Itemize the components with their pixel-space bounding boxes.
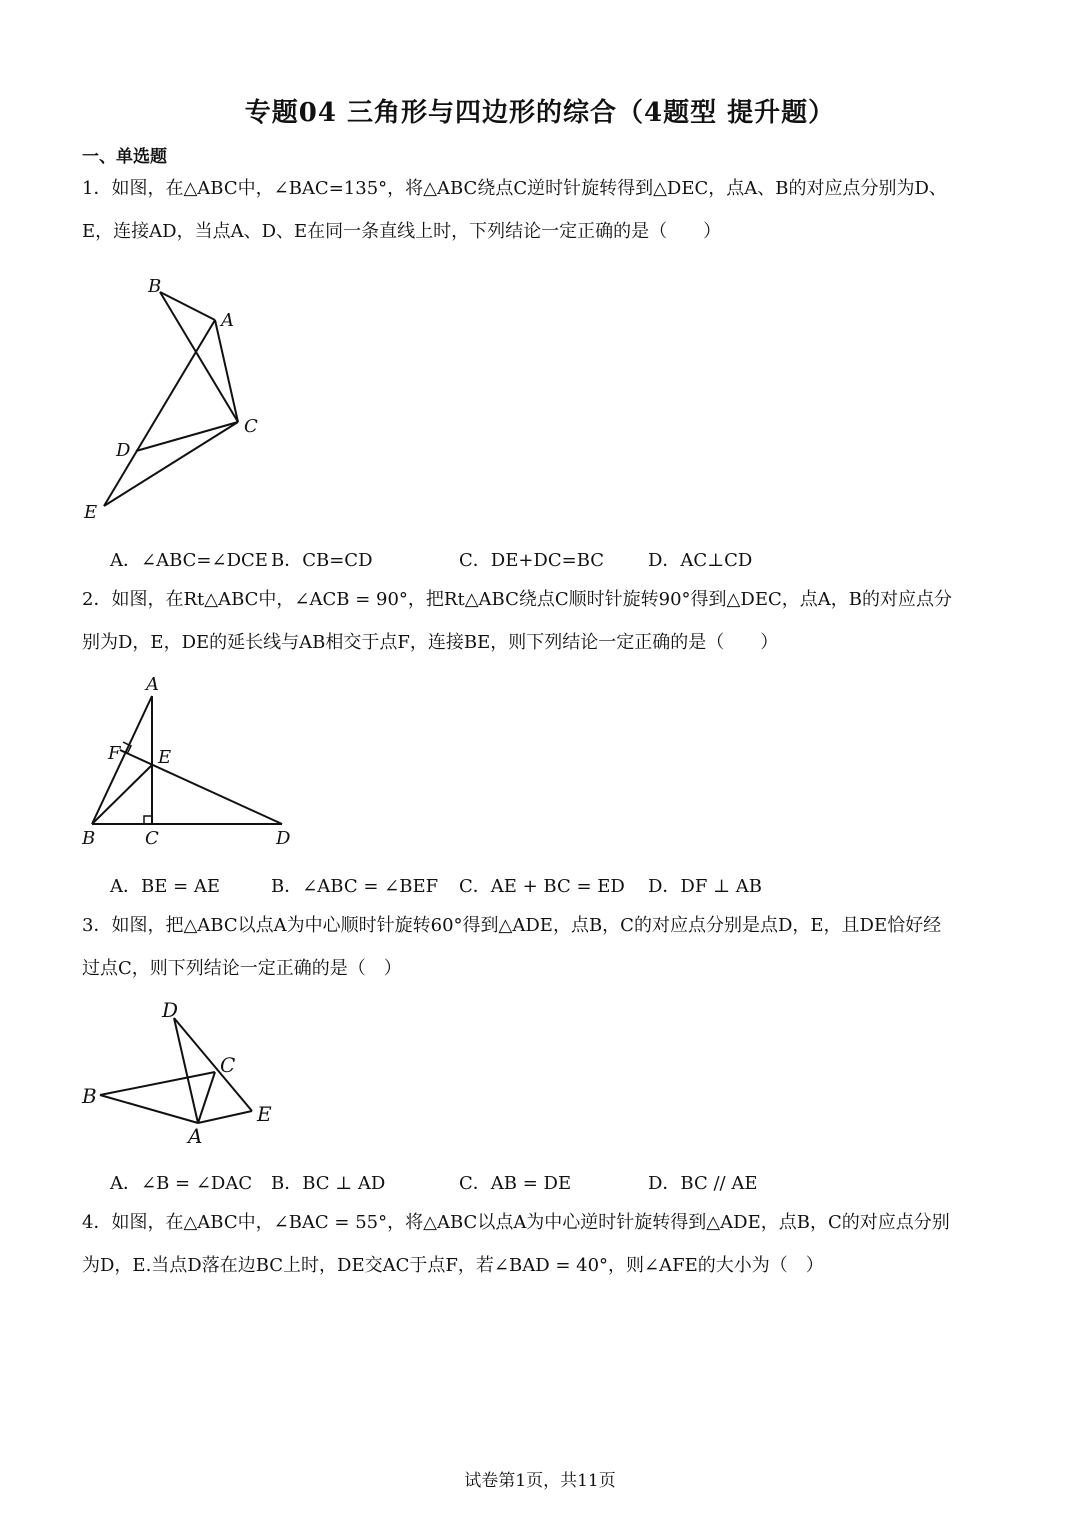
fig1-label-c: C: [244, 416, 258, 437]
page-title: 专题04 三角形与四边形的综合（4题型 提升题）: [244, 98, 836, 128]
question-3-line-1: 3．如图，把△ABC以点A为中心顺时针旋转60°得到△ADE，点B，C的对应点分别是点D，E，且DE恰好经: [82, 915, 942, 936]
question-3-option-d: D．BC // AE: [648, 1173, 758, 1194]
question-1-option-c: C．DE+DC=BC: [459, 550, 605, 571]
question-1-figure: [70, 268, 300, 528]
question-1-option-a: A．∠ABC=∠DCE: [110, 550, 268, 571]
fig2-label-a: A: [146, 674, 159, 695]
question-1-line-2: E，连接AD，当点A、D、E在同一条直线上时，下列结论一定正确的是（ ）: [82, 221, 722, 242]
question-2-option-a: A．BE = AE: [110, 876, 221, 897]
fig2-label-e: E: [158, 747, 172, 768]
question-3-option-c: C．AB = DE: [459, 1173, 572, 1194]
question-1-option-b: B．CB=CD: [271, 550, 373, 571]
question-3-option-b: B．BC ⊥ AD: [271, 1173, 386, 1194]
question-2-line-2: 别为D，E，DE的延长线与AB相交于点F，连接BE，则下列结论一定正确的是（ ）: [82, 632, 779, 653]
question-2-option-b: B．∠ABC = ∠BEF: [271, 876, 439, 897]
fig1-label-a: A: [221, 310, 234, 331]
fig2-label-c: C: [145, 828, 159, 849]
question-2-line-1: 2．如图，在Rt△ABC中，∠ACB = 90°，把Rt△ABC绕点C顺时针旋转90°得到△DEC，点A，B的对应点分: [82, 589, 952, 610]
fig3-label-e: E: [257, 1102, 272, 1126]
fig1-label-e: E: [84, 502, 98, 523]
fig1-label-b: B: [148, 276, 162, 297]
fig3-label-b: B: [82, 1084, 97, 1108]
fig3-label-d: D: [162, 998, 179, 1022]
question-1-option-d: D．AC⊥CD: [648, 550, 753, 571]
fig1-label-d: D: [116, 440, 131, 461]
question-4-line-1: 4．如图，在△ABC中，∠BAC = 55°，将△ABC以点A为中心逆时针旋转得到△ADE，点B，C的对应点分别: [82, 1212, 950, 1233]
question-2-option-c: C．AE + BC = ED: [459, 876, 625, 897]
fig2-label-f: F: [108, 743, 121, 764]
fig2-label-d: D: [276, 828, 291, 849]
question-1-line-1: 1．如图，在△ABC中，∠BAC=135°，将△ABC绕点C逆时针旋转得到△DEC，点A、B的对应点分别为D、: [82, 178, 947, 199]
fig2-label-b: B: [82, 828, 96, 849]
question-4-line-2: 为D，E.当点D落在边BC上时，DE交AC于点F，若∠BAD = 40°，则∠AFE的大小为（ ）: [82, 1255, 824, 1276]
fig3-label-c: C: [220, 1053, 236, 1077]
fig3-label-a: A: [188, 1124, 203, 1148]
question-2-option-d: D．DF ⊥ AB: [648, 876, 762, 897]
section-heading: 一、单选题: [82, 147, 167, 167]
question-2-figure: [74, 670, 314, 855]
question-3-option-a: A．∠B = ∠DAC: [110, 1173, 253, 1194]
page-footer: 试卷第1页，共11页: [464, 1471, 616, 1491]
question-3-line-2: 过点C，则下列结论一定正确的是（ ）: [82, 958, 402, 979]
question-3-figure: [74, 995, 294, 1150]
